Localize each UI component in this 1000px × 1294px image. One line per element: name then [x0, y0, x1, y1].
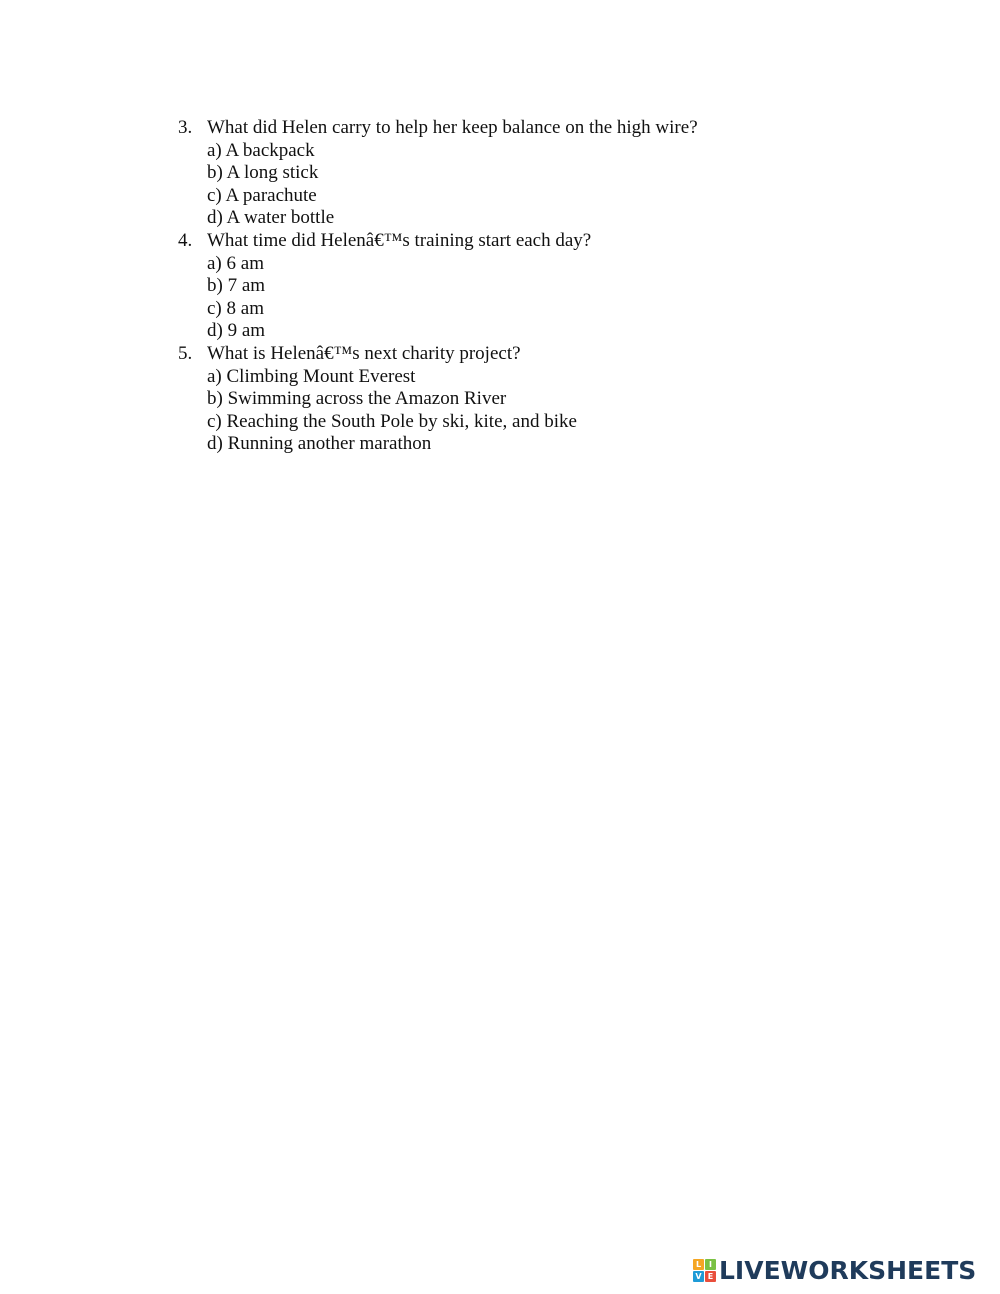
question-4	[178, 230, 878, 343]
answer-option: c) Reaching the South Pole by ski, kite, and bike	[207, 410, 577, 432]
answer-option: a) Climbing Mount Everest	[207, 365, 416, 387]
question-number: 5.	[178, 342, 193, 364]
live-logo-icon	[693, 1259, 716, 1282]
answer-option: d) Running another marathon	[207, 433, 432, 455]
worksheet-questions	[178, 117, 878, 456]
logo-letter: L	[693, 1259, 704, 1270]
liveworksheets-logo[interactable]	[693, 1256, 976, 1284]
answer-option: c) 8 am	[207, 297, 264, 319]
question-5	[178, 343, 878, 456]
question-number: 3.	[178, 117, 193, 138]
question-text: What did Helen carry to help her keep balance on the high wire?	[207, 117, 698, 138]
answer-option: c) A parachute	[207, 184, 317, 206]
question-line	[178, 117, 878, 140]
question-text: What time did Helenâ€™s training start each day?	[207, 229, 592, 251]
answer-option: d) 9 am	[207, 320, 266, 342]
logo-letter: E	[705, 1271, 716, 1282]
answer-option: a) 6 am	[207, 252, 264, 274]
answer-option: a) A backpack	[207, 139, 315, 161]
question-3	[178, 117, 878, 230]
question-number: 4.	[178, 229, 193, 251]
answer-option: d) A water bottle	[207, 207, 335, 229]
logo-letter: V	[693, 1271, 704, 1282]
answer-option: b) A long stick	[207, 162, 319, 184]
brand-name: LIVEWORKSHEETS	[719, 1255, 977, 1285]
question-line	[178, 230, 878, 253]
answer-option: b) Swimming across the Amazon River	[207, 388, 507, 410]
answer-option: b) 7 am	[207, 275, 266, 297]
logo-letter: I	[705, 1259, 716, 1270]
question-text: What is Helenâ€™s next charity project?	[207, 342, 521, 364]
question-line	[178, 343, 878, 366]
